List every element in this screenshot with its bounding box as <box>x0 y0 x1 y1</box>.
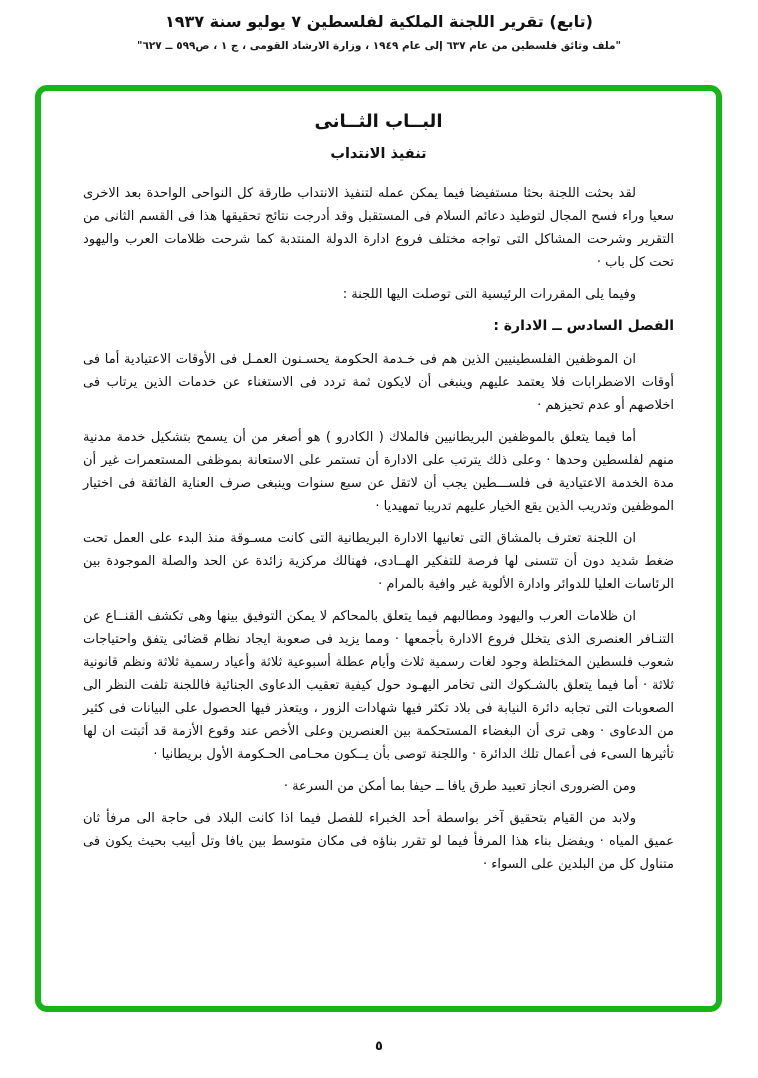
paragraph: ولابد من القيام بتحقيق آخر بواسطة أحد الخبراء للفصل فيما اذا كانت البلاد فى حاجة الى مرفأ ثان عميق المياه · ويفضل بناء هذا المرفأ فيما لو تقرر بناؤه فى مكان متوسط بين يافا وتل أبيب بحيث يكون فى متناول كل من البلدين على السواء · <box>83 811 674 872</box>
source-citation: "ملف وثائق فلسطين من عام ٦٣٧ إلى عام ١٩٤٩ ، وزارة الارشاد القومى ، ج ١ ، ص٥٩٩ ــ ٦٢٧" <box>136 40 622 52</box>
body-text <box>83 182 674 876</box>
page-header <box>0 0 758 52</box>
chapter-title: البــاب الثــانى <box>314 111 443 132</box>
content-frame <box>35 85 722 1012</box>
paragraph: وفيما يلى المقررات الرئيسية التى توصلت اليها اللجنة : <box>342 287 636 302</box>
paragraph: ومن الضرورى انجاز تعبيد طرق يافا ــ حيفا بما أمكن من السرعة · <box>283 779 636 794</box>
chapter-subtitle: تنفيذ الانتداب <box>330 146 427 162</box>
paragraph: أما فيما يتعلق بالموظفين البريطانيين فالملاك ( الكادرو ) هو أصغر من أن يسمح بتشكيل خدمة مدنية منهم لفلسطين وحدها · وعلى ذلك يترتب على الادارة أن تستمر على الاستعانة بموظفى المستعمرات غير أن مدة الخدمة الاعتيادية فى فلســـطين يجب أن لاتقل عن سبع سنوات وينبغى صرف العناية الفائقة فى اختيار الموظفين وتدريب الذين يقع الخيار عليهم تدريبا تمهيديا · <box>83 430 674 514</box>
paragraph: ان الموظفين الفلسطينيين الذين هم فى خـدمة الحكومة يحسـنون العمـل فى الأوقات الاعتيادية أما فى أوقات الاضطرابات فلا يعتمد عليهم وينبغى أن لايكون ثمة تردد فى الاستغناء عن خدمات الذين يرتاب فى اخلاصهم أو عدم تحيزهم · <box>83 352 674 413</box>
paragraph: ان اللجنة تعترف بالمشاق التى تعانيها الادارة البريطانية التى كانت مسـوقة منذ البدء على العمل تحت ضغط شديد دون أن تتسنى لها فرصة للتفكير الهــادى، فهنالك مركزية زائدة عن الحد والصلة الموجودة بين الرئاسات العليا للدوائر وادارة الألوية غير وافية بالمرام · <box>83 531 674 592</box>
section-heading: الفصل السادس ــ الادارة : <box>493 318 674 334</box>
page-number: ٥ <box>375 1039 383 1054</box>
paragraph: ان ظلامات العرب واليهود ومطالبهم فيما يتعلق بالمحاكم لا يمكن التوفيق بينها وهى تكشف القنــاع عن التنـافر العنصرى الذى يتخلل فروع الادارة بأجمعها · ومما يزيد فى صعوبة ايجاد نظام قضائى يتفق واحتياجات شعوب فلسطين المختلطة وجود لغات رسمية ثلاث وأيام عطلة أسبوعية ثلاثة وأعياد رسمية ثلاثة ونظم قانونية ثلاثة · أما فيما يتعلق بالشـكوك التى تخامر اليهـود حول كيفية تعقيب الدعاوى الجنائية فاللجنة تلفت النظر الى الصعوبات التى تجابه دائرة النيابة فى بلاد تكثر فيها شهادات الزور ، ويتعذر فيها الحصول على البيانات فى كثير من الدعاوى · وهى ترى أن البغضاء المستحكمة بين العنصرين وعلى الأخص عند وقوع الأزمة قد أثبتت ان لها تأثيرها السىء فى أعمال تلك الدائرة · واللجنة توصى بأن يــكون محـامى الحـكومة الأول بريطانيا · <box>83 609 674 762</box>
document-title: (تابع) تقرير اللجنة الملكية لفلسطين ٧ يوليو سنة ١٩٣٧ <box>165 12 593 31</box>
paragraph: لقد بحثت اللجنة بحثا مستفيضا فيما يمكن عمله لتنفيذ الانتداب طارقة كل النواحى الواحدة بعد الاخرى سعيا وراء فسح المجال لتوطيد دعائم السلام فى المستقبل وقد أدرجت نتائج تحقيقها هذا فى القسم الثانى من التقرير وشرحت المشاكل التى تواجه مختلف فروع ادارة الدولة المنتدبة كما شرحت ظلامات العرب واليهود تحت كل باب · <box>83 186 674 270</box>
